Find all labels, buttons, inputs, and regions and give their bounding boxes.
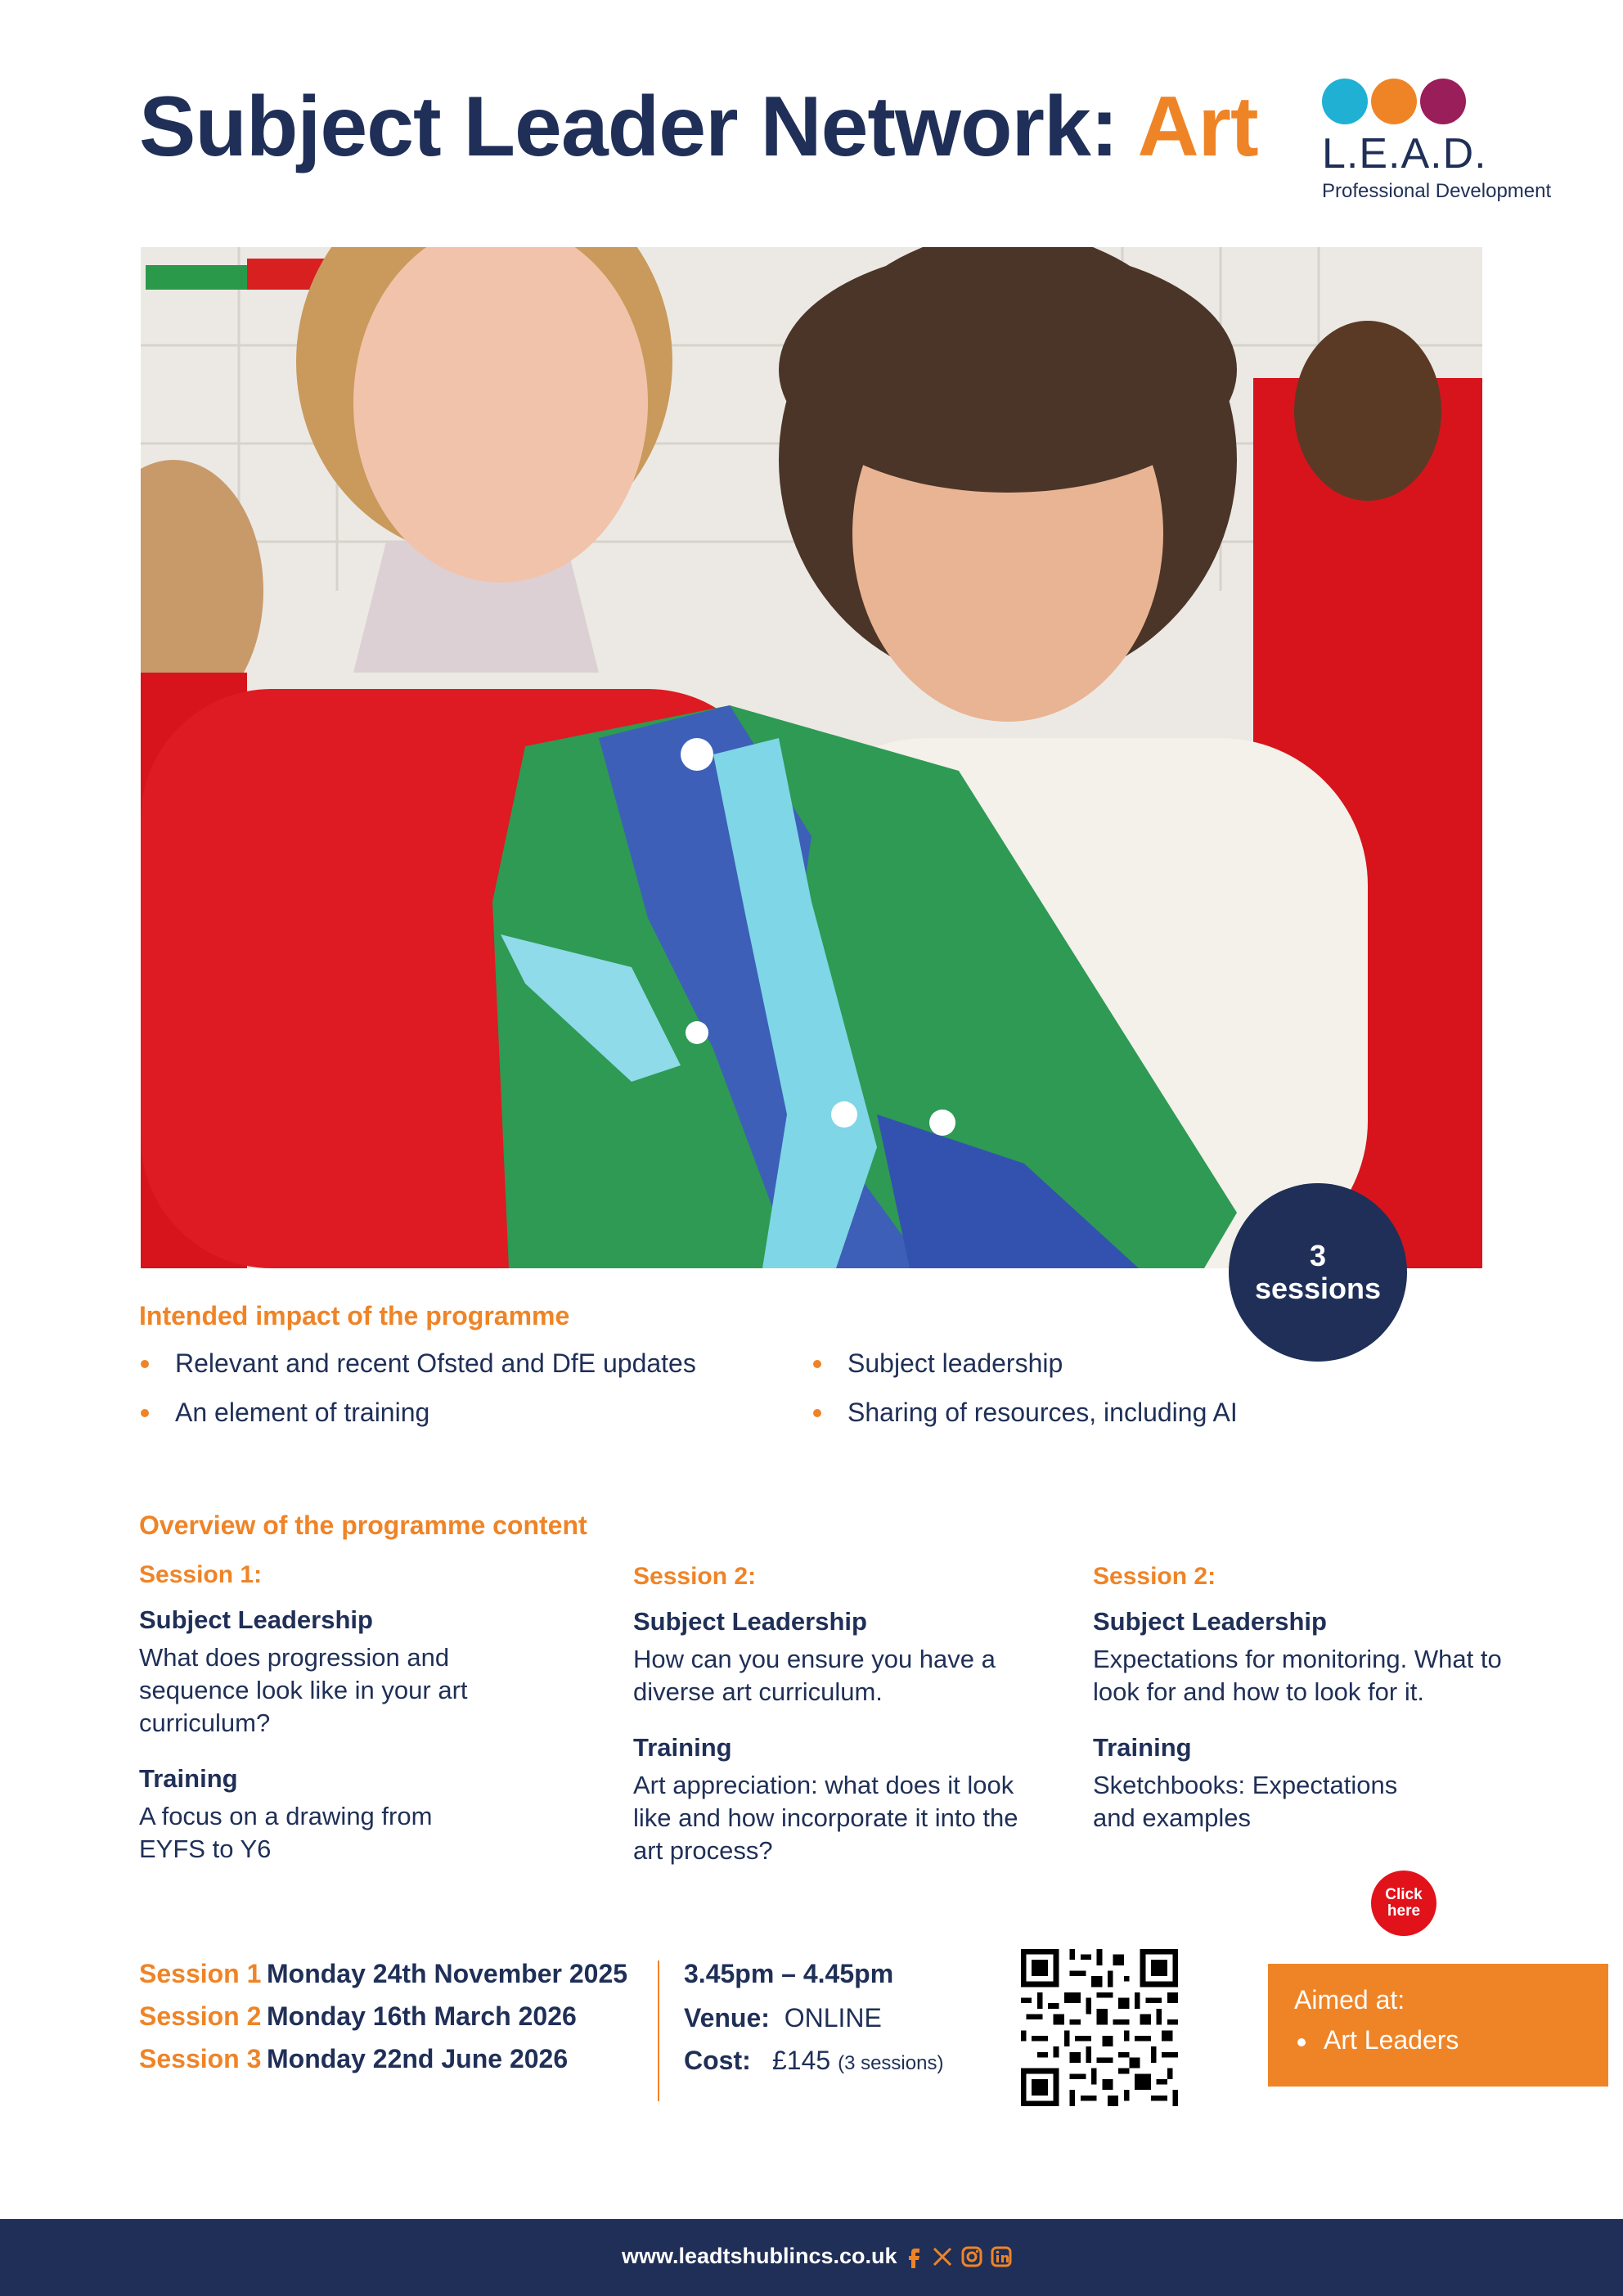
cost-label: Cost:: [684, 2046, 751, 2075]
leadership-text: What does progression and sequence look like in your art curriculum?: [139, 1643, 468, 1737]
impact-list-right: [812, 1347, 1238, 1445]
logo-dot-blue: [1322, 79, 1368, 124]
page-title: [139, 79, 1258, 176]
qr-code-icon[interactable]: [1021, 1949, 1178, 2106]
date-value: Monday 24th November 2025: [267, 1959, 628, 1988]
training-heading: Training: [1093, 1733, 1192, 1762]
training-text: Art appreciation: what does it look like and how incorporate it into the art process?: [633, 1771, 1018, 1865]
lead-logo: [1320, 79, 1590, 209]
list-item: Relevant and recent Ofsted and DfE updates: [139, 1347, 696, 1380]
cost-row: [684, 2046, 943, 2076]
list-item: Subject leadership: [812, 1347, 1238, 1380]
overview-title: Overview of the programme content: [139, 1510, 587, 1540]
date-value: Monday 22nd June 2026: [267, 2044, 569, 2073]
session-column-1: [139, 1561, 564, 1866]
badge-number: 3: [1309, 1239, 1327, 1272]
session-label: Session 2:: [633, 1563, 757, 1590]
logo-dot-orange: [1371, 79, 1417, 124]
leadership-text: Expectations for monitoring. What to look for and how to look for it.: [1093, 1645, 1502, 1706]
photo-illustration: [141, 247, 1482, 1268]
date-label: Session 2: [139, 2001, 262, 2031]
leadership-heading: Subject Leadership: [1093, 1607, 1327, 1636]
aimed-heading: Aimed at:: [1294, 1985, 1405, 2015]
x-icon[interactable]: [931, 2245, 954, 2268]
venue-row: [684, 2003, 882, 2033]
training-text: Sketchbooks: Expectations and examples: [1093, 1771, 1398, 1832]
badge-unit: sessions: [1254, 1272, 1382, 1305]
session-label: Session 2:: [1093, 1563, 1216, 1590]
list-item: Sharing of resources, including AI: [812, 1396, 1238, 1429]
aimed-at-box: [1268, 1964, 1608, 2087]
time-row: [684, 1959, 893, 1989]
cost-note: (3 sessions): [838, 2052, 944, 2074]
session-column-3: [1093, 1563, 1518, 1835]
logo-brand: L.E.A.D.: [1322, 130, 1487, 178]
training-text: A focus on a drawing from EYFS to Y6: [139, 1802, 433, 1863]
hero-photo: [141, 247, 1482, 1268]
aimed-item: Art Leaders: [1294, 2025, 1582, 2055]
logo-subtitle: Professional Development: [1322, 180, 1552, 202]
training-heading: Training: [139, 1764, 238, 1793]
date-label: Session 1: [139, 1959, 262, 1988]
session-date-row: [139, 2044, 568, 2074]
venue-value: ONLINE: [784, 2003, 882, 2033]
session-column-2: [633, 1563, 1059, 1867]
time-value: 3.45pm – 4.45pm: [684, 1959, 894, 1988]
session-date-row: [139, 1959, 627, 1989]
title-main: Subject Leader Network:: [139, 79, 1138, 174]
impact-title: Intended impact of the programme: [139, 1301, 570, 1330]
facebook-icon[interactable]: [901, 2245, 924, 2268]
cost-value: £145: [772, 2046, 831, 2075]
title-accent: Art: [1137, 79, 1258, 174]
logo-dot-plum: [1420, 79, 1466, 124]
instagram-icon[interactable]: [960, 2245, 983, 2268]
click-line-1: Click: [1385, 1886, 1423, 1903]
click-here-button[interactable]: [1371, 1871, 1436, 1936]
footer-bar: [0, 2219, 1623, 2296]
linkedin-icon[interactable]: [990, 2245, 1013, 2268]
leadership-text: How can you ensure you have a diverse art curriculum.: [633, 1645, 996, 1706]
venue-label: Venue:: [684, 2003, 770, 2033]
impact-list-left: [139, 1347, 696, 1445]
social-links: [901, 2244, 1013, 2270]
click-line-2: here: [1387, 1902, 1421, 1920]
leadership-heading: Subject Leadership: [139, 1605, 373, 1634]
session-date-row: [139, 2001, 577, 2032]
training-heading: Training: [633, 1733, 732, 1762]
leadership-heading: Subject Leadership: [633, 1607, 867, 1636]
date-value: Monday 16th March 2026: [267, 2001, 577, 2031]
website-link[interactable]: www.leadtshublincs.co.uk: [622, 2244, 897, 2268]
info-divider: [658, 1961, 659, 2101]
sessions-badge: [1229, 1183, 1407, 1362]
session-label: Session 1:: [139, 1561, 263, 1588]
date-label: Session 3: [139, 2044, 262, 2073]
list-item: An element of training: [139, 1396, 696, 1429]
